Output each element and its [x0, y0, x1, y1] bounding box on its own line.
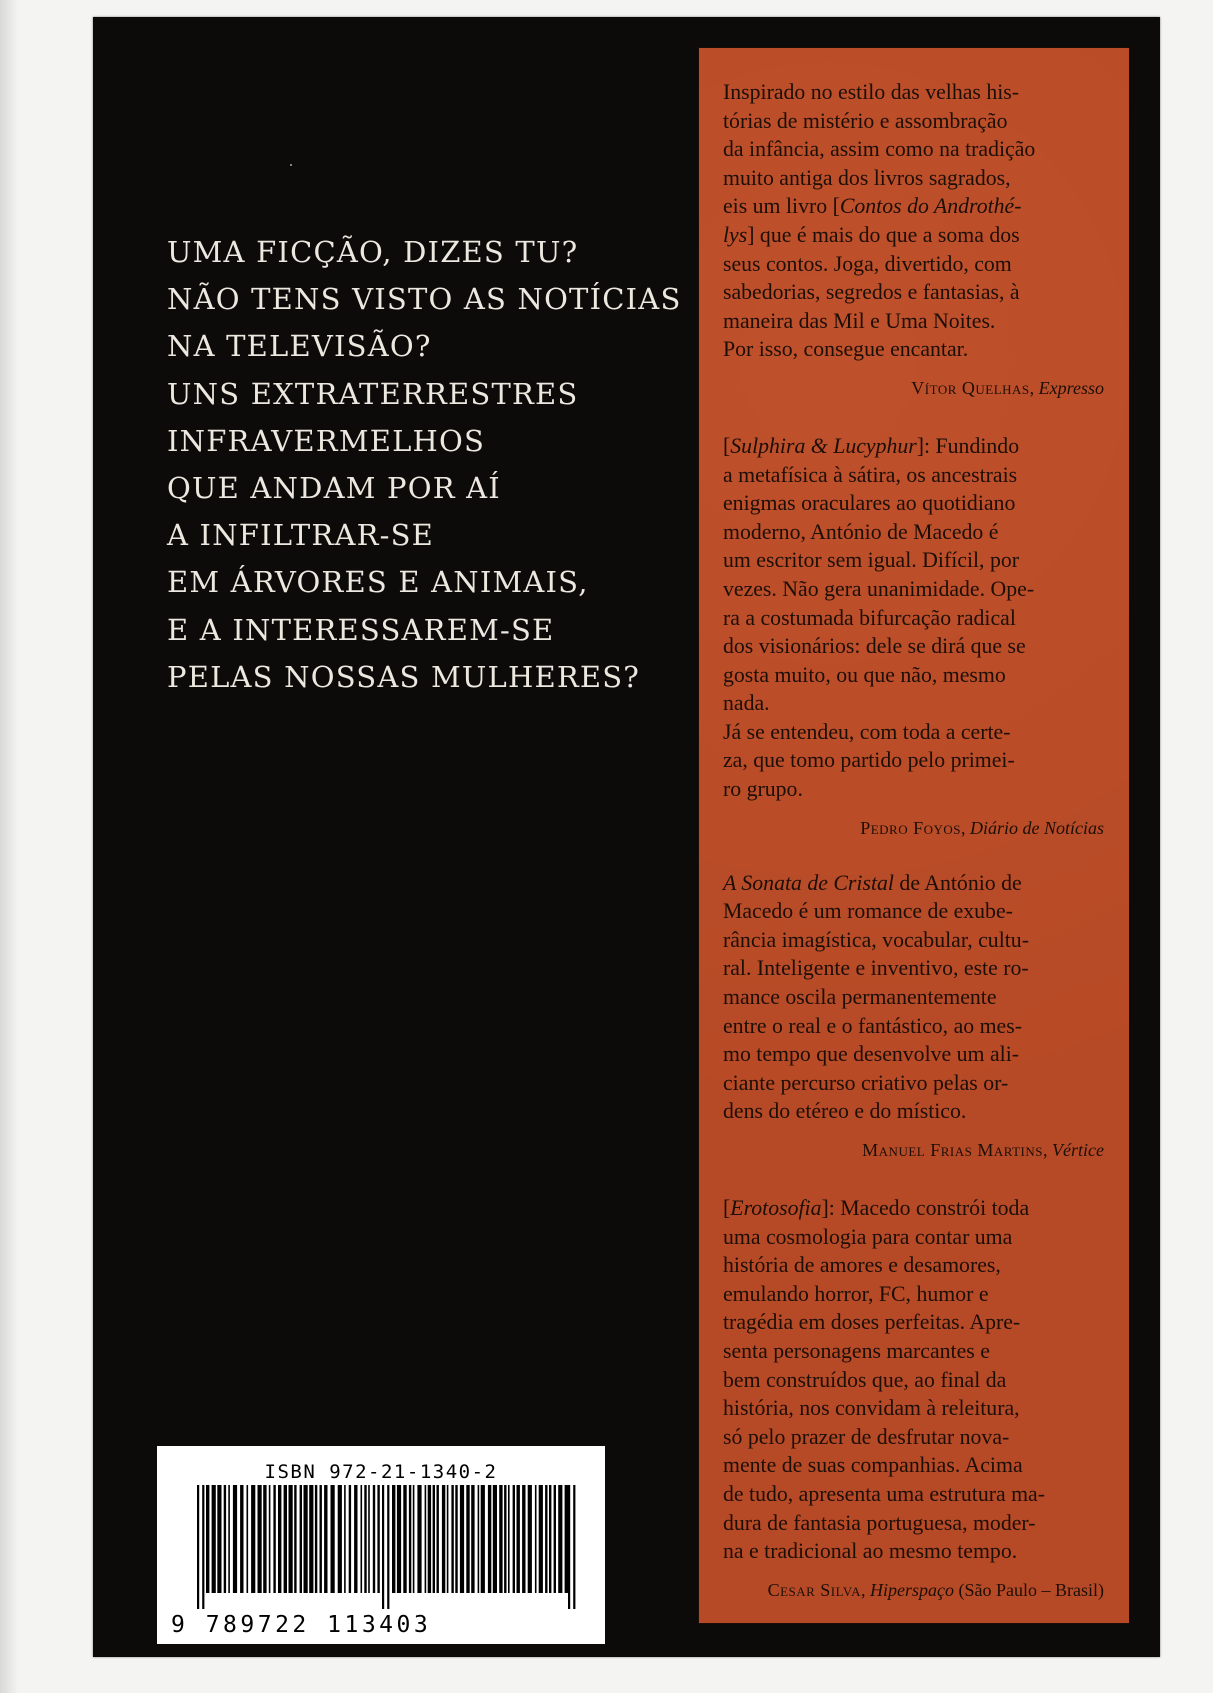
- review-author: Cesar Silva: [767, 1579, 861, 1600]
- barcode-bar: [409, 1485, 411, 1593]
- barcode-bar: [442, 1485, 445, 1593]
- review-line: da infância, assim como na tradição: [723, 137, 1036, 162]
- barcode-bar: [403, 1485, 406, 1593]
- barcode-bar: [273, 1485, 275, 1593]
- barcode-bar: [451, 1485, 453, 1593]
- barcode-bar: [539, 1485, 543, 1593]
- review-line: história, nos convidam à releitura,: [723, 1396, 1020, 1421]
- barcode-bar: [554, 1485, 556, 1593]
- poem-line: PELAS NOSSAS MULHERES?: [167, 659, 641, 694]
- barcode-bar: [425, 1485, 427, 1593]
- barcode-bar: [217, 1485, 221, 1593]
- barcode-bar: [240, 1485, 243, 1593]
- review-line: tórias de mistério e assombração: [723, 108, 1008, 133]
- barcode-bar: [344, 1485, 346, 1593]
- review-line: emulando horror, FC, humor e: [723, 1281, 989, 1306]
- review-line: ro grupo.: [723, 777, 803, 802]
- review-line: Já se entendeu, com toda a certe-: [723, 719, 1011, 744]
- barcode-bar: [224, 1485, 226, 1593]
- barcode-bar: [549, 1485, 551, 1593]
- book-title: Contos do Androthé-: [839, 194, 1022, 219]
- review-quote: [723, 78, 1104, 399]
- poem-line: E A INTERESSAREM-SE: [167, 612, 555, 647]
- barcode-bar: [455, 1485, 457, 1593]
- review-quote: [723, 432, 1104, 839]
- review-line: na e tradicional ao mesmo tempo.: [723, 1539, 1018, 1564]
- barcode-bar: [338, 1485, 342, 1593]
- review-line: dura de fantasia portuguesa, moder-: [723, 1510, 1036, 1535]
- review-line: ral. Inteligente e inventivo, este ro-: [723, 956, 1029, 981]
- barcode-bar: [278, 1485, 281, 1593]
- barcode-bar: [300, 1485, 302, 1593]
- review-publication: Diário de Notícias: [970, 817, 1104, 838]
- barcode-bar: [354, 1485, 357, 1593]
- barcode-bar: [535, 1485, 537, 1593]
- review-line: mente de suas companhias. Acima: [723, 1453, 1023, 1478]
- barcode-bar: [437, 1485, 439, 1593]
- barcode-bar: [428, 1485, 431, 1593]
- review-text: ]: Macedo constrói toda: [821, 1196, 1030, 1220]
- review-publication: Vértice: [1052, 1140, 1104, 1160]
- book-title: Sulphira & Lucyphur: [730, 433, 917, 458]
- review-line: só pelo prazer de desfrutar nova-: [723, 1424, 1010, 1449]
- barcode-bar: [364, 1485, 366, 1593]
- review-publication: Hiperspaço: [870, 1579, 954, 1600]
- barcode-bar: [294, 1485, 296, 1593]
- review-line: tragédia em doses perfeitas. Apre-: [723, 1310, 1021, 1335]
- barcode-bar: [493, 1485, 497, 1593]
- barcode-bar: [528, 1485, 532, 1593]
- barcode-bar: [320, 1485, 322, 1593]
- review-text: eis um livro [: [723, 194, 840, 219]
- book-back-cover: [93, 17, 1160, 1657]
- barcode-bar: [212, 1485, 216, 1593]
- barcode-bar: [392, 1485, 395, 1593]
- barcode-bar: [349, 1485, 351, 1593]
- review-line: [Sulphira & Lucyphur]: Fundindo: [723, 433, 1020, 458]
- barcode-bar: [488, 1485, 491, 1593]
- barcode-bar: [361, 1485, 363, 1593]
- barcode-guard-bar: [568, 1485, 570, 1609]
- review-line: senta personagens marcantes e: [723, 1338, 990, 1363]
- review-text: ]: Fundindo: [916, 433, 1020, 458]
- review-line: bem construídos que, ao final da: [723, 1367, 1007, 1392]
- review-credit: Cesar Silva, Hiperspaço (São Paulo – Brasil): [767, 1579, 1104, 1600]
- barcode-bar: [228, 1485, 230, 1593]
- cover-poem: [167, 229, 727, 701]
- review-line: [723, 221, 1104, 250]
- barcode-bar: [504, 1485, 506, 1593]
- barcode-bar: [545, 1485, 547, 1593]
- poem-line: UMA FICÇÃO, DIZES TU?: [167, 235, 579, 269]
- review-line: dens do etéreo e do místico.: [723, 1099, 967, 1124]
- poem-line: EM ÁRVORES E ANIMAIS,: [167, 565, 589, 600]
- review-line: [Erotosofia]: Macedo constrói toda: [723, 1196, 1030, 1220]
- barcode-bar: [315, 1485, 317, 1593]
- book-title: lys: [723, 222, 748, 247]
- review-line: ra a costumada bifurcação radical: [723, 605, 1016, 630]
- review-line: história de amores e desamores,: [723, 1253, 1001, 1278]
- barcode-bar: [368, 1485, 370, 1593]
- barcode-bar: [263, 1485, 266, 1593]
- barcode-bar: [447, 1485, 449, 1593]
- review-line: vezes. Não gera unanimidade. Ope-: [723, 576, 1035, 601]
- barcode-bars-icon: [171, 1485, 591, 1609]
- barcode-bar: [247, 1485, 249, 1593]
- barcode-bar: [233, 1485, 237, 1593]
- review-line: muito antiga dos livros sagrados,: [723, 165, 1011, 190]
- barcode-bar: [558, 1485, 562, 1593]
- barcode-guard-bar: [197, 1485, 199, 1609]
- barcode-bar: [513, 1485, 515, 1593]
- barcode-bar: [331, 1485, 335, 1593]
- review-line: moderno, António de Macedo é: [723, 519, 999, 544]
- review-line: mo tempo que desenvolve um ali-: [723, 1042, 1020, 1067]
- poem-line: NÃO TENS VISTO AS NOTÍCIAS: [167, 282, 682, 317]
- dust-speck: [290, 164, 292, 166]
- barcode-bar: [417, 1485, 421, 1593]
- barcode-bar: [324, 1485, 327, 1593]
- review-quote: [723, 1194, 1104, 1601]
- review-line: a metafísica à sátira, os ancestrais: [723, 462, 1018, 487]
- barcode-bar: [460, 1485, 464, 1593]
- review-credit: Vítor Quelhas, Expresso: [911, 377, 1104, 398]
- barcode-bar: [309, 1485, 313, 1593]
- review-line: um escritor sem igual. Difícil, por: [723, 548, 1020, 573]
- review-line: sabedorias, segredos e fantasias, à: [723, 280, 1020, 305]
- review-line: [723, 192, 1104, 221]
- review-quote: [723, 869, 1104, 1161]
- book-title: A Sonata de Cristal: [723, 870, 894, 895]
- poem-line: QUE ANDAM POR AÍ: [167, 471, 501, 506]
- barcode-bar: [478, 1485, 480, 1593]
- barcode-bar: [377, 1485, 379, 1593]
- poem-line: A INFILTRAR-SE: [167, 518, 435, 553]
- review-line: nada.: [723, 691, 770, 716]
- review-line: maneira das Mil e Uma Noites.: [723, 308, 996, 333]
- barcode-bar: [508, 1485, 510, 1593]
- review-line: dos visionários: dele se dirá que se: [723, 634, 1026, 659]
- barcode-bar: [397, 1485, 401, 1593]
- barcode-bar: [471, 1485, 474, 1593]
- barcode-bar: [304, 1485, 308, 1593]
- poem-line: NA TELEVISÃO?: [167, 329, 432, 364]
- barcode-bar: [517, 1485, 520, 1593]
- review-author: Manuel Frias Martins: [862, 1140, 1044, 1160]
- review-line: uma cosmologia para contar uma: [723, 1224, 1013, 1249]
- reviews-panel: [698, 47, 1130, 1624]
- barcode-guard-bar: [387, 1485, 389, 1609]
- barcode-guard-bar: [202, 1485, 204, 1609]
- barcode-bar: [251, 1485, 255, 1593]
- review-line: rância imagística, vocabular, cultu-: [723, 927, 1029, 952]
- barcode-bar: [206, 1485, 209, 1593]
- review-line: seus contos. Joga, divertido, com: [723, 251, 1012, 276]
- book-title: Erotosofia: [730, 1196, 822, 1220]
- review-text: de António de: [893, 870, 1022, 895]
- barcode-bar: [284, 1485, 287, 1593]
- review-line: mance oscila permanentemente: [723, 985, 997, 1010]
- review-line: enigmas oraculares ao quotidiano: [723, 491, 1016, 516]
- review-line: ciante percurso criativo pelas or-: [723, 1070, 1009, 1095]
- barcode-bar: [413, 1485, 415, 1593]
- review-line: Macedo é um romance de exube-: [723, 899, 1013, 924]
- review-publication: Expresso: [1038, 377, 1104, 398]
- poem-line: INFRAVERMELHOS: [167, 423, 486, 458]
- barcode-guard-bar: [382, 1485, 384, 1609]
- review-credit: Pedro Foyos, Diário de Notícias: [860, 817, 1104, 838]
- review-line: de tudo, apresenta uma estrutura ma-: [723, 1481, 1045, 1506]
- barcode-bar: [499, 1485, 502, 1593]
- barcode-bar: [289, 1485, 293, 1593]
- barcode-bar: [433, 1485, 435, 1593]
- barcode-bar: [466, 1485, 469, 1593]
- barcode-guard-bar: [573, 1485, 575, 1609]
- review-line: Por isso, consegue encantar.: [723, 337, 969, 362]
- review-credit: Manuel Frias Martins, Vértice: [862, 1140, 1104, 1160]
- barcode-bar: [481, 1485, 485, 1593]
- scan-background-edge: [0, 0, 18, 1693]
- review-location: (São Paulo – Brasil): [954, 1579, 1104, 1600]
- poem-line: UNS EXTRATERRESTRES: [167, 376, 579, 411]
- barcode-bar: [373, 1485, 375, 1593]
- review-line: [723, 869, 1104, 898]
- review-text: ] que é mais do que a soma dos: [747, 222, 1020, 247]
- review-author: Pedro Foyos: [860, 817, 961, 838]
- ean-number: 9 789722 113403: [171, 1612, 432, 1638]
- isbn-label: ISBN 972-21-1340-2: [264, 1461, 498, 1483]
- review-line: entre o real e o fantástico, ao mes-: [723, 1013, 1022, 1038]
- isbn-barcode: [157, 1446, 605, 1644]
- review-line: za, que tomo partido pelo primei-: [723, 748, 1015, 773]
- review-line: gosta muito, ou que não, mesmo: [723, 662, 1006, 687]
- barcode-bar: [258, 1485, 262, 1593]
- barcode-bar: [269, 1485, 271, 1593]
- review-line: Inspirado no estilo das velhas his-: [723, 80, 1020, 104]
- barcode-bar: [522, 1485, 525, 1593]
- review-author: Vítor Quelhas: [911, 377, 1030, 398]
